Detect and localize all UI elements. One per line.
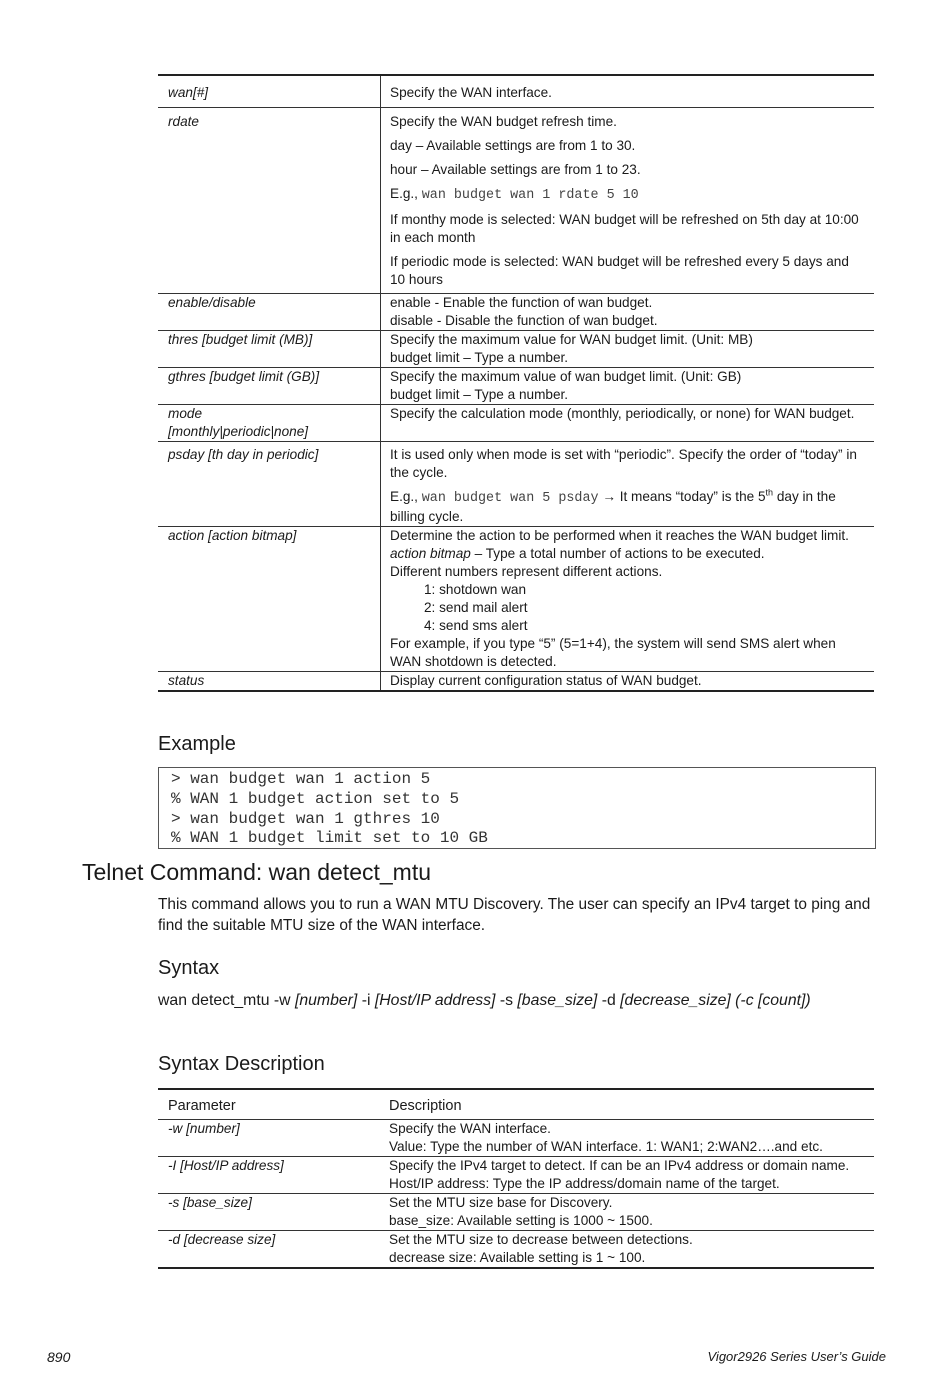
description-cell [381, 108, 875, 294]
description-line: Different numbers represent different actions. [390, 564, 663, 579]
parameter-cell: -s [base_size] [158, 1194, 380, 1231]
description-line: Set the MTU size to decrease between detections. [389, 1232, 693, 1247]
description-line: hour – Available settings are from 1 to 23. [390, 162, 641, 177]
parameter-cell: -I [Host/IP address] [158, 1157, 380, 1194]
table-row [158, 527, 874, 672]
description-cell [381, 75, 875, 108]
parameter-cell: status [158, 672, 381, 692]
description-cell [381, 527, 875, 672]
example-code-block [158, 767, 876, 849]
syntax-text: -d [597, 992, 621, 1009]
column-header-parameter: Parameter [158, 1089, 380, 1120]
command-example: wan budget wan 1 rdate 5 10 [421, 188, 639, 203]
eg-label: E.g., [390, 186, 418, 201]
parameter-cell: -w [number] [158, 1120, 380, 1157]
wan-budget-parameter-table [158, 74, 874, 692]
description-cell [381, 672, 875, 692]
syntax-description-heading: Syntax Description [158, 1053, 325, 1075]
description-line: Value: Type the number of WAN interface. 1: WAN1; 2:WAN2….and etc. [389, 1139, 823, 1154]
description-line: enable - Enable the function of wan budget. [390, 295, 653, 310]
table-row [158, 368, 874, 405]
code-line: > wan budget wan 1 gthres 10 [171, 809, 440, 828]
description-cell [380, 1194, 874, 1231]
parameter-line: mode [168, 406, 203, 421]
code-line: > wan budget wan 1 action 5 [171, 770, 431, 788]
column-header-description: Description [380, 1089, 874, 1120]
description-cell [381, 405, 875, 442]
description-line: disable - Disable the function of wan budget. [390, 313, 658, 328]
syntax-description-table [158, 1088, 874, 1269]
parameter-cell: gthres [budget limit (GB)] [158, 368, 381, 405]
code-line: % WAN 1 budget limit set to 10 GB [171, 829, 488, 848]
syntax-text: wan detect_mtu -w [158, 992, 295, 1009]
description-line [390, 488, 866, 526]
description-line: Determine the action to be performed when it reaches the WAN budget limit. [390, 528, 849, 543]
italic-term: action bitmap [390, 546, 471, 561]
command-example: wan budget wan 5 psday [421, 491, 599, 506]
section-title: Telnet Command: wan detect_mtu [82, 859, 432, 885]
description-line: For example, if you type “5” (5=1+4), the system will send SMS alert when WAN shotdown is detected. [390, 636, 836, 669]
description-cell [381, 294, 875, 331]
parameter-cell: rdate [158, 108, 381, 294]
description-line: base_size: Available setting is 1000 ~ 1500. [389, 1213, 653, 1228]
table-row [158, 294, 874, 331]
syntax-arg: [base_size] [517, 992, 598, 1009]
description-line: It is used only when mode is set with “periodic”. Specify the order of “today” in the cycle. [390, 447, 857, 480]
superscript: th [765, 487, 774, 498]
description-cell [380, 1157, 874, 1194]
description-cell [381, 331, 875, 368]
description-line: Specify the WAN interface. [390, 85, 552, 100]
table-row [158, 672, 874, 692]
arrow-icon: → [602, 489, 616, 504]
syntax-line [158, 990, 878, 1012]
description-line: Set the MTU size base for Discovery. [389, 1195, 613, 1210]
syntax-text: -i [357, 992, 375, 1009]
description-cell [381, 368, 875, 405]
description-cell [381, 442, 875, 527]
table-row [158, 442, 874, 527]
parameter-cell: -d [decrease size] [158, 1231, 380, 1269]
description-cell [380, 1231, 874, 1269]
description-line [390, 185, 866, 205]
description-line: budget limit – Type a number. [390, 387, 569, 402]
action-option: 1: shotdown wan [424, 582, 527, 597]
table-row [158, 75, 874, 108]
parameter-cell: action [action bitmap] [158, 527, 381, 672]
description-line: decrease size: Available setting is 1 ~ 100. [389, 1250, 646, 1265]
eg-label: E.g., [390, 489, 418, 504]
description-line: Specify the calculation mode (monthly, periodically, or none) for WAN budget. [390, 406, 855, 421]
description-line: budget limit – Type a number. [390, 350, 569, 365]
description-line: Host/IP address: Type the IP address/domain name of the target. [389, 1176, 780, 1191]
guide-title: Vigor2926 Series User’s Guide [707, 1349, 886, 1364]
action-option: 2: send mail alert [424, 600, 528, 615]
section-intro: This command allows you to run a WAN MTU Discovery. The user can specify an IPv4 target to ping and find the suitable MTU size of the WAN interface. [158, 896, 871, 934]
description-line: Specify the WAN budget refresh time. [390, 114, 617, 129]
description-line: Specify the maximum value of wan budget limit. (Unit: GB) [390, 369, 742, 384]
description-line: day – Available settings are from 1 to 30. [390, 138, 636, 153]
action-option: 4: send sms alert [424, 618, 528, 633]
example-heading: Example [158, 733, 236, 755]
code-line: % WAN 1 budget action set to 5 [171, 789, 460, 808]
table-row [158, 331, 874, 368]
parameter-cell [158, 405, 381, 442]
description-text: day in the billing cycle. [390, 489, 836, 524]
description-line [390, 545, 866, 563]
syntax-arg: [Host/IP address] [374, 992, 496, 1009]
description-text: It means “today” is the 5 [619, 489, 766, 504]
description-line: Specify the maximum value for WAN budget limit. (Unit: MB) [390, 332, 753, 347]
table-row [158, 1157, 874, 1194]
description-line: Display current configuration status of WAN budget. [390, 673, 702, 688]
table-row [158, 1120, 874, 1157]
parameter-cell: enable/disable [158, 294, 381, 331]
description-line: If periodic mode is selected: WAN budget will be refreshed every 5 days and 10 hours [390, 254, 849, 287]
syntax-arg: [decrease_size] (-c [count]) [620, 992, 811, 1009]
syntax-text: -s [495, 992, 518, 1009]
parameter-cell: wan[#] [158, 75, 381, 108]
description-line: If monthy mode is selected: WAN budget will be refreshed on 5th day at 10:00 in each month [390, 212, 859, 245]
description-text: – Type a total number of actions to be executed. [474, 546, 765, 561]
description-line: Specify the IPv4 target to detect. If can be an IPv4 address or domain name. [389, 1158, 850, 1173]
table-row [158, 108, 874, 294]
parameter-cell: thres [budget limit (MB)] [158, 331, 381, 368]
description-line: Specify the WAN interface. [389, 1121, 551, 1136]
parameter-cell: psday [th day in periodic] [158, 442, 381, 527]
syntax-heading: Syntax [158, 957, 220, 979]
table-row [158, 1194, 874, 1231]
table-row [158, 405, 874, 442]
description-cell [380, 1120, 874, 1157]
parameter-line: [monthly|periodic|none] [168, 424, 309, 439]
syntax-arg: [number] [294, 992, 358, 1009]
table-header-row [158, 1089, 874, 1120]
page-number: 890 [47, 1349, 71, 1365]
table-row [158, 1231, 874, 1269]
